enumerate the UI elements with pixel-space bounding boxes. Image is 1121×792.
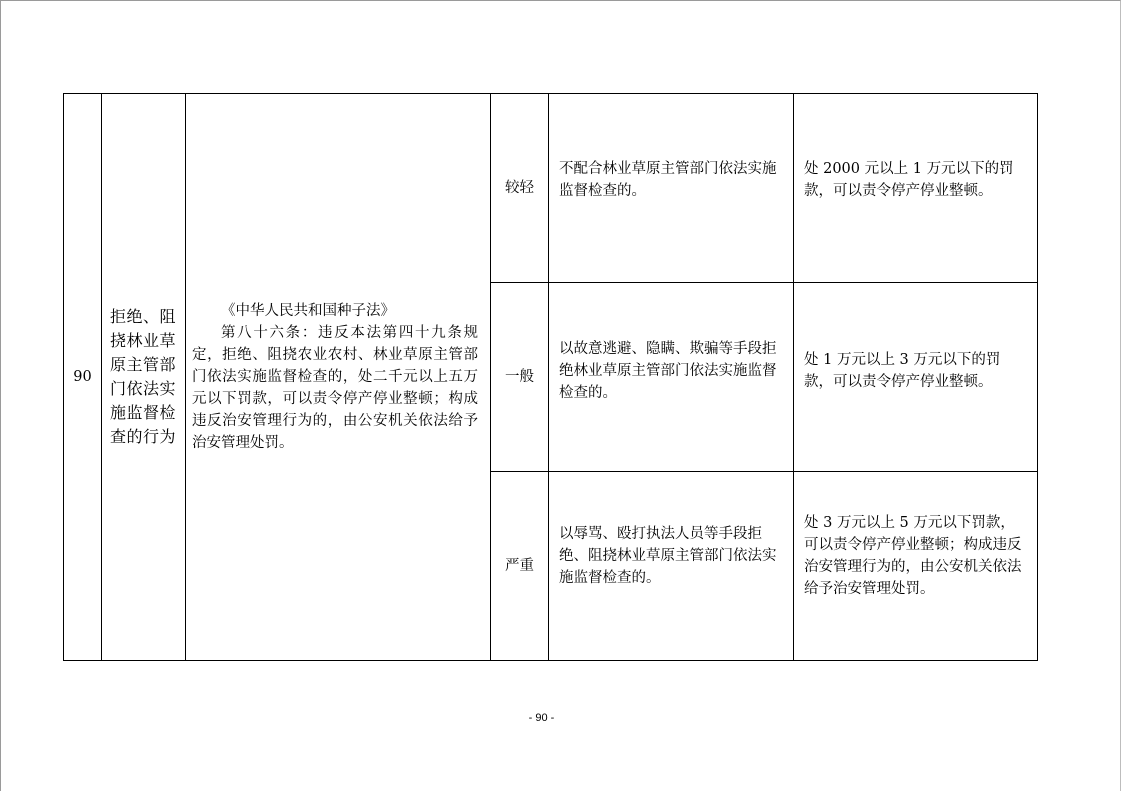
penalty-cell [794,472,1038,661]
violation-behavior: 拒绝、阻挠林业草原主管部门依法实施监督检查的行为 [110,307,177,446]
condition-cell [549,472,794,661]
condition-cell [549,94,794,283]
legal-basis-text: 第八十六条：违反本法第四十九条规定，拒绝、阻挠农业农村、林业草原主管部门依法实施监督检查的，处二千元以上五万元以下罚款，可以责令停产停业整顿；构成违反治安管理行为的，由公安机关依法给予治安管理处罚。 [192,325,478,451]
row-number-cell [64,94,102,661]
page-number: - 90 - [528,712,555,724]
penalty-text-light: 处 2000 元以上 1 万元以下的罚款，可以责令停产停业整顿。 [804,161,1014,199]
table-row-light [64,94,1038,283]
level-cell [491,283,549,472]
legal-basis-title: 《中华人民共和国种子法》 [221,303,395,319]
level-cell [491,94,549,283]
level-label-light: 较轻 [505,180,534,196]
condition-text-light: 不配合林业草原主管部门依法实施监督检查的。 [559,161,777,199]
level-label-severe: 严重 [505,558,534,574]
condition-cell [549,283,794,472]
legal-basis-cell [186,94,491,661]
penalty-cell [794,94,1038,283]
violation-behavior-cell [102,94,186,661]
penalty-standard-table [63,93,1038,661]
level-label-general: 一般 [505,369,534,385]
condition-text-general: 以故意逃避、隐瞒、欺骗等手段拒绝林业草原主管部门依法实施监督检查的。 [559,341,777,401]
penalty-text-general: 处 1 万元以上 3 万元以下的罚款，可以责令停产停业整顿。 [804,352,1001,390]
penalty-text-severe: 处 3 万元以上 5 万元以下罚款，可以责令停产停业整顿；构成违反治安管理行为的，由公安机关依法给予治安管理处罚。 [804,515,1022,597]
condition-text-severe: 以辱骂、殴打执法人员等手段拒绝、阻挠林业草原主管部门依法实施监督检查的。 [559,526,777,586]
level-cell [491,472,549,661]
row-number: 90 [73,369,92,385]
penalty-cell [794,283,1038,472]
